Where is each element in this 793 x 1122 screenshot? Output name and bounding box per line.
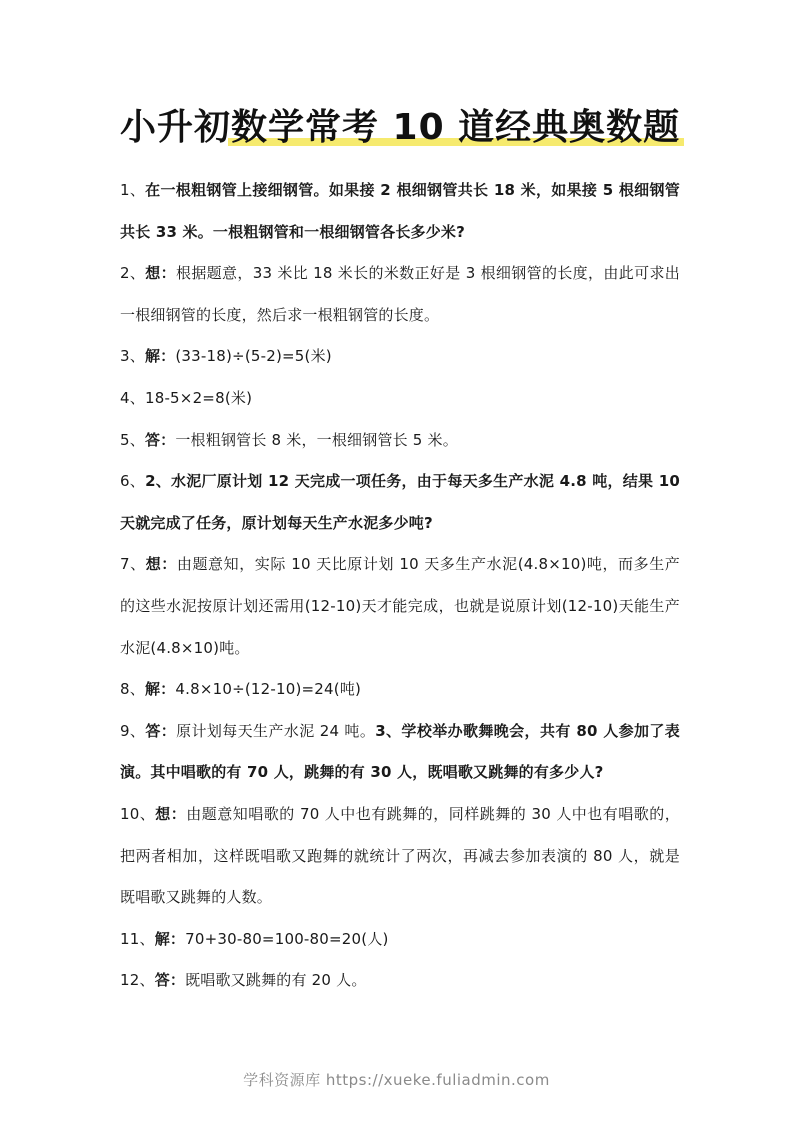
paragraph-10 xyxy=(120,794,680,919)
para-text: 既唱歌又跳舞的有 20 人。 xyxy=(185,971,367,990)
para-number: 4、 xyxy=(120,388,145,407)
para-text: 一根粗钢管长 8 米，一根细钢管长 5 米。 xyxy=(175,430,458,449)
para-question: 3、学校举办歌舞晚会，共有 80 人参加了表演。其中唱歌的有 70 人，跳舞的有 30 人，既唱歌又跳舞的有多少人? xyxy=(120,721,680,782)
para-number: 6、 xyxy=(120,472,146,491)
para-text: 原计划每天生产水泥 24 吨。 xyxy=(176,721,376,740)
paragraph-7 xyxy=(120,544,680,669)
paragraph-2 xyxy=(120,253,680,336)
para-number: 10、 xyxy=(120,804,156,823)
para-text: 4.8×10÷(12-10)=24(吨) xyxy=(175,680,362,699)
paragraph-1 xyxy=(120,170,680,253)
para-text: 70+30-80=100-80=20(人) xyxy=(185,929,389,948)
paragraph-5 xyxy=(120,420,680,462)
paragraph-4 xyxy=(120,378,680,420)
para-number: 1、 xyxy=(120,181,146,199)
para-number: 8、 xyxy=(120,680,145,699)
para-text: 根据题意，33 米比 18 米长的米数正好是 3 根细钢管的长度，由此可求出一根细钢管的长度，然后求一根粗钢管的长度。 xyxy=(120,264,680,324)
paragraph-3 xyxy=(120,336,680,378)
para-number: 11、 xyxy=(120,929,155,948)
paragraph-9 xyxy=(120,711,680,794)
para-number: 9、 xyxy=(120,721,146,740)
para-text: 18-5×2=8(米) xyxy=(144,388,253,407)
para-label: 想： xyxy=(145,555,177,574)
para-label: 想： xyxy=(145,264,176,283)
para-label: 答： xyxy=(145,721,177,740)
document-body xyxy=(120,170,680,1002)
paragraph-6 xyxy=(120,461,680,544)
para-label: 解： xyxy=(144,347,176,366)
paragraph-12 xyxy=(120,960,680,1002)
para-label: 想： xyxy=(155,804,187,823)
para-label: 解： xyxy=(154,929,186,948)
page-title: 小升初数学常考 10 道经典奥数题 xyxy=(120,107,681,148)
para-number: 3、 xyxy=(120,347,145,366)
title-block xyxy=(120,104,680,152)
para-label: 答： xyxy=(144,430,176,449)
para-question: 在一根粗钢管上接细钢管。如果接 2 根细钢管共长 18 米，如果接 5 根细钢管共长 33 米。一根粗钢管和一根细钢管各长多少米? xyxy=(120,181,680,241)
para-question: 2、水泥厂原计划 12 天完成一项任务，由于每天多生产水泥 4.8 吨，结果 10 天就完成了任务，原计划每天生产水泥多少吨? xyxy=(120,472,680,532)
para-number: 2、 xyxy=(120,264,146,283)
para-number: 7、 xyxy=(120,555,146,574)
para-label: 答： xyxy=(154,971,186,990)
footer-watermark: 学科资源库 https://xueke.fuliadmin.com xyxy=(243,1071,550,1089)
para-text: 由题意知，实际 10 天比原计划 10 天多生产水泥(4.8×10)吨，而多生产的这些水泥按原计划还需用(12-10)天才能完成，也就是说原计划(12-10)天能生产水泥(4.8×10)吨。 xyxy=(120,555,681,657)
para-number: 5、 xyxy=(120,430,145,449)
para-number: 12、 xyxy=(120,971,155,990)
paragraph-11 xyxy=(120,919,680,961)
paragraph-8 xyxy=(120,669,680,711)
para-text: 由题意知唱歌的 70 人中也有跳舞的，同样跳舞的 30 人中也有唱歌的，把两者相加，这样既唱歌又跑舞的就统计了两次，再减去参加表演的 80 人，就是既唱歌又跳舞的人数。 xyxy=(120,804,681,907)
para-label: 解： xyxy=(144,680,176,699)
para-text: (33-18)÷(5-2)=5(米) xyxy=(175,347,332,366)
